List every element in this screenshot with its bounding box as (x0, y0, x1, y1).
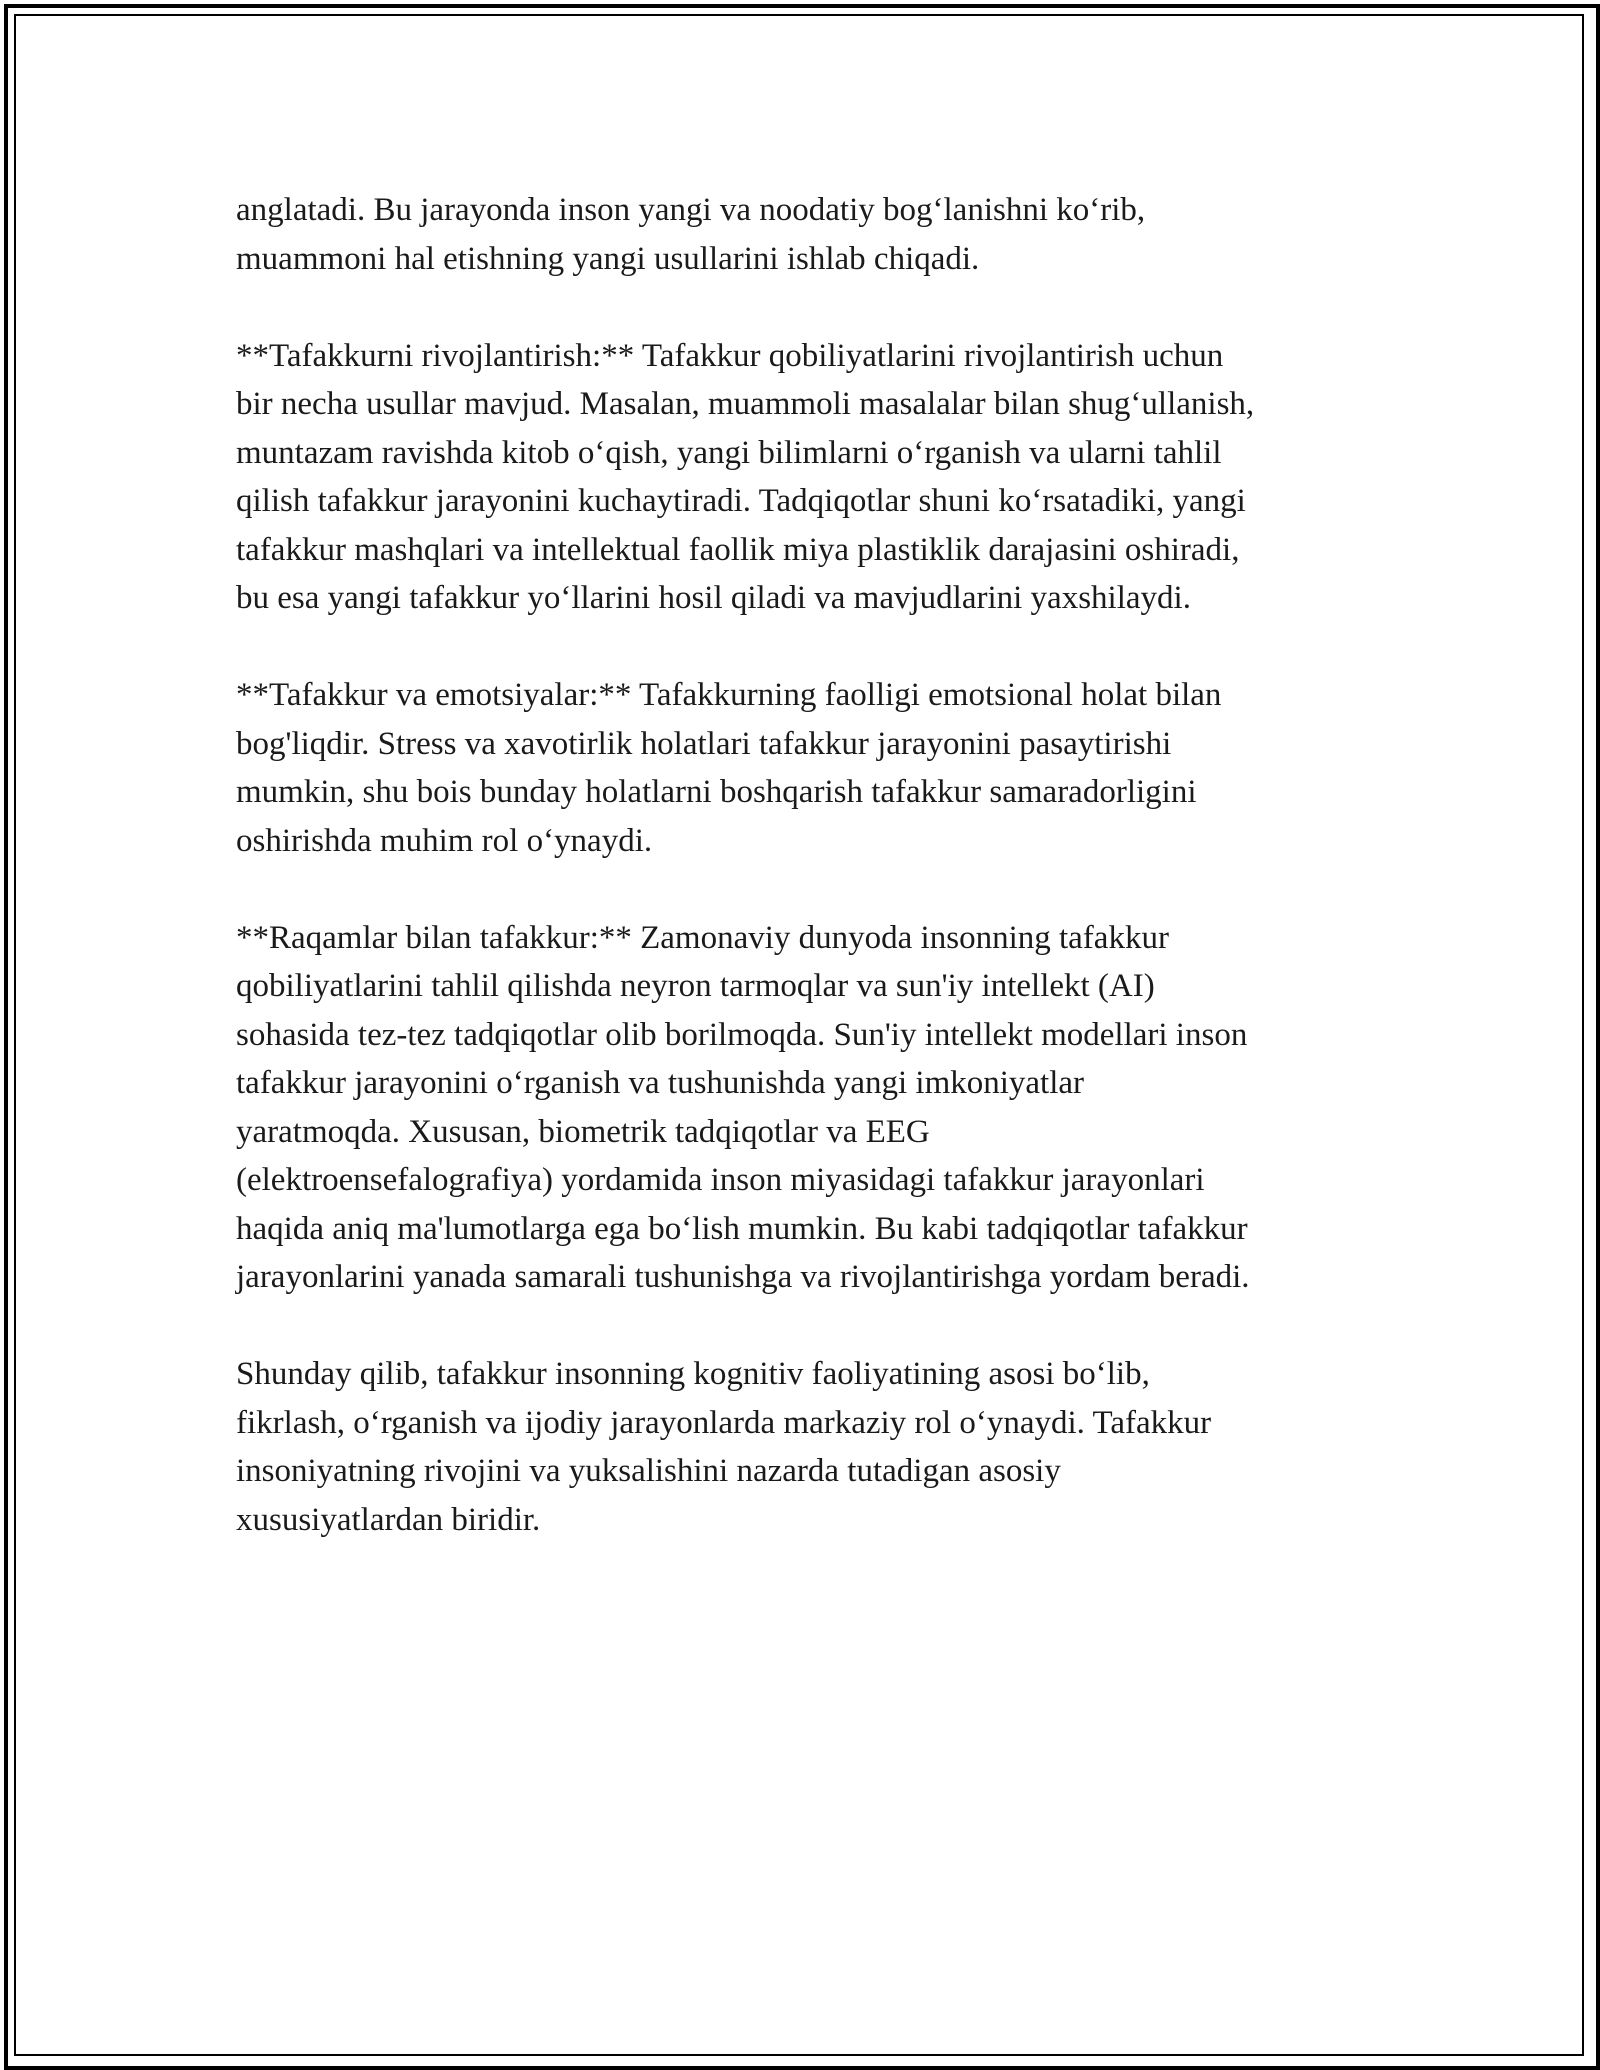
text-line: bog'liqdir. Stress va xavotirlik holatlari tafakkur jarayonini pasaytirishi (236, 725, 1172, 762)
text-line: yaratmoqda. Xususan, biometrik tadqiqotlar va EEG (236, 1113, 930, 1150)
text-line: insoniyatning rivojini va yuksalishini nazarda tutadigan asosiy (236, 1453, 1061, 1489)
text-line: tafakkur mashqlari va intellektual faollik miya plastiklik darajasini oshiradi, (236, 531, 1240, 568)
text-line: oshirishda muhim rol o‘ynaydi. (236, 822, 653, 859)
paragraph-tafakkurni-rivojlantirish (236, 332, 1376, 623)
document-body (236, 186, 1376, 1593)
text-line: Shunday qilib, tafakkur insonning kognitiv faoliyatining asosi bo‘lib, (236, 1356, 1150, 1392)
text-line: (elektroensefalografiya) yordamida inson miyasidagi tafakkur jarayonlari (236, 1162, 1205, 1198)
text-line: anglatadi. Bu jarayonda inson yangi va noodatiy bog‘lanishni ko‘rib, (236, 192, 1146, 228)
text-line: qilish tafakkur jarayonini kuchaytiradi. Tadqiqotlar shuni ko‘rsatadiki, yangi (236, 483, 1246, 519)
text-line: **Raqamlar bilan tafakkur:** Zamonaviy dunyoda insonning tafakkur (236, 919, 1169, 956)
text-line: muntazam ravishda kitob o‘qish, yangi bilimlarni o‘rganish va ularni tahlil (236, 434, 1222, 471)
text-line: haqida aniq ma'lumotlarga ega bo‘lish mumkin. Bu kabi tadqiqotlar tafakkur (236, 1210, 1248, 1247)
text-line: **Tafakkur va emotsiyalar:** Tafakkurning faolligi emotsional holat bilan (236, 677, 1222, 713)
paragraph-raqamlar-bilan-tafakkur (236, 914, 1376, 1302)
paragraph-tafakkur-va-emotsiyalar (236, 671, 1376, 865)
text-line: bir necha usullar mavjud. Masalan, muammoli masalalar bilan shug‘ullanish, (236, 386, 1255, 422)
text-line: **Tafakkurni rivojlantirish:** Tafakkur qobiliyatlarini rivojlantirish uchun (236, 337, 1224, 374)
text-line: mumkin, shu bois bunday holatlarni boshqarish tafakkur samaradorligini (236, 774, 1197, 810)
text-line: sohasida tez-tez tadqiqotlar olib borilmoqda. Sun'iy intellekt modellari inson (236, 1016, 1248, 1053)
text-line: jarayonlarini yanada samarali tushunishga va rivojlantirishga yordam beradi. (236, 1259, 1250, 1295)
text-line: fikrlash, o‘rganish va ijodiy jarayonlarda markaziy rol o‘ynaydi. Tafakkur (236, 1404, 1212, 1441)
text-line: bu esa yangi tafakkur yo‘llarini hosil qiladi va mavjudlarini yaxshilaydi. (236, 580, 1191, 616)
text-line: tafakkur jarayonini o‘rganish va tushunishda yangi imkoniyatlar (236, 1065, 1085, 1101)
paragraph-conclusion (236, 1350, 1376, 1544)
text-line: muammoni hal etishning yangi usullarini ishlab chiqadi. (236, 240, 980, 277)
text-line: qobiliyatlarini tahlil qilishda neyron tarmoqlar va sun'iy intellekt (AI) (236, 968, 1155, 1004)
paragraph-intro-continuation (236, 186, 1376, 283)
text-line: xususiyatlardan biridir. (236, 1501, 541, 1538)
